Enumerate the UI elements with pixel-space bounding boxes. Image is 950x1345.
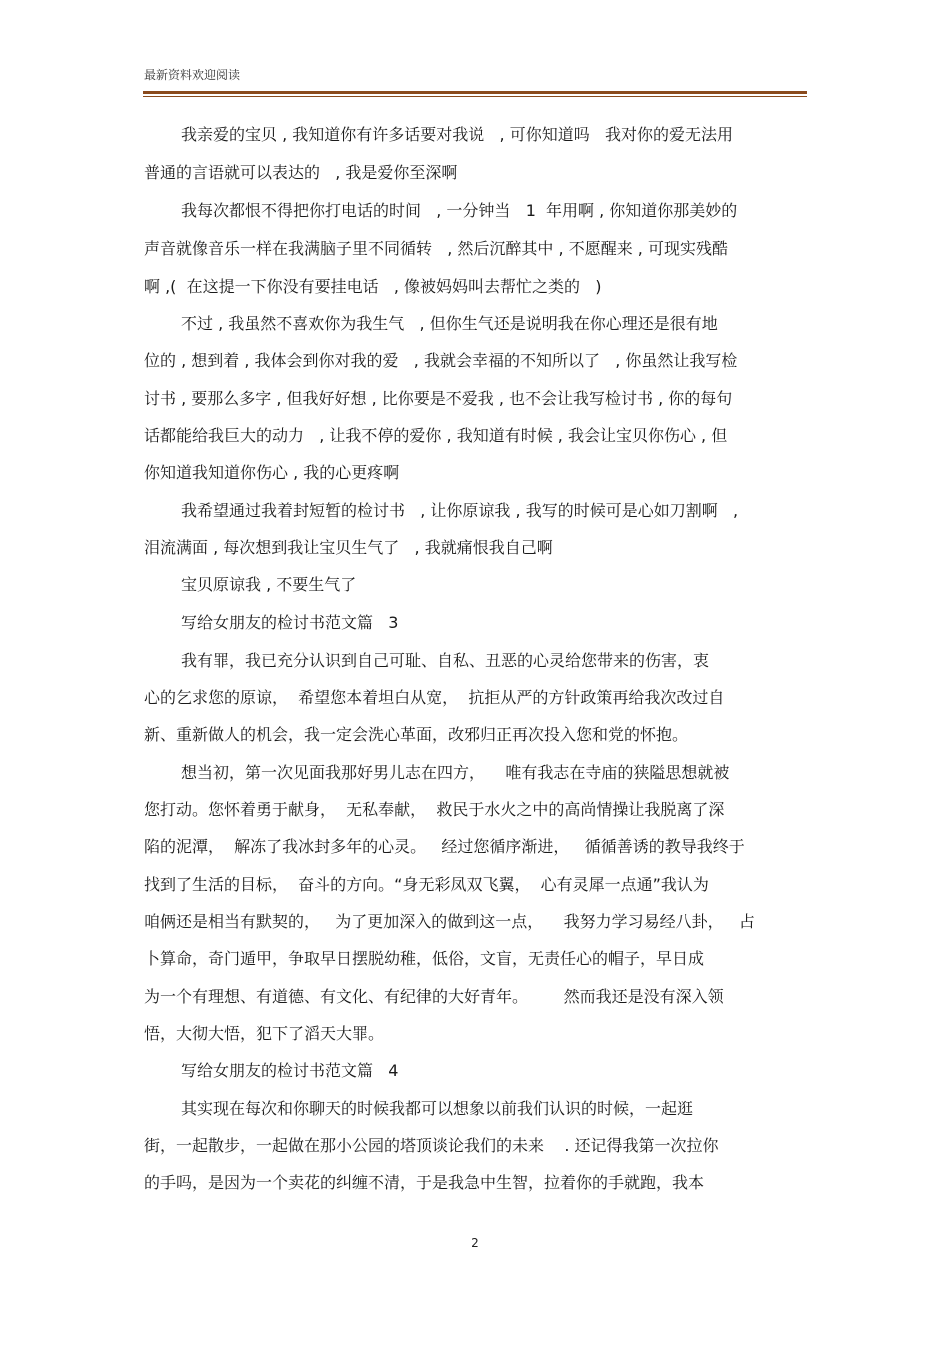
- text-line: 卜算命，奇门遁甲，争取早日摆脱幼稚，低俗，文盲，无责任心的帽子，早日成: [144, 949, 705, 968]
- text-line: 讨书 , 要那么多字 , 但我好好想 , 比你要是不爱我 , 也不会让我写检讨书 , 你的每句: [144, 389, 733, 408]
- text-line: 街，一起散步，一起做在那小公园的塔顶谈论我们的未来 . 还记得我第一次拉你: [144, 1136, 719, 1155]
- text-line: 你知道我知道你伤心 , 我的心更疼啊: [144, 463, 400, 482]
- text-line: 咱俩还是相当有默契的， 为了更加深入的做到这一点， 我努力学习易经八卦， 占: [144, 912, 755, 931]
- text-line: 啊 ,( 在这提一下你没有要挂电话 , 像被妈妈叫去帮忙之类的 ): [144, 277, 602, 296]
- text-line: 新、重新做人的机会，我一定会洗心革面，改邪归正再次投入您和党的怀抱。: [144, 725, 689, 744]
- text-line: 我亲爱的宝贝 , 我知道你有许多话要对我说 , 可你知道吗 我对你的爱无法用: [181, 125, 733, 144]
- text-line: 陷的泥潭， 解冻了我冰封多年的心灵。 经过您循序渐进， 循循善诱的教导我终于: [144, 837, 745, 856]
- text-line: 悟，大彻大悟，犯下了滔天大罪。: [144, 1024, 385, 1043]
- page-header: 最新资料欢迎阅读: [144, 68, 241, 82]
- text-line: 其实现在每次和你聊天的时候我都可以想象以前我们认识的时候，一起逛: [181, 1099, 694, 1118]
- header-rule-thin: [143, 96, 807, 97]
- text-line: 找到了生活的目标， 奋斗的方向。“身无彩凤双飞翼， 心有灵犀一点通”我认为: [144, 875, 709, 894]
- text-line: 我希望通过我着封短暂的检讨书 , 让你原谅我 , 我写的时候可是心如刀割啊 ,: [181, 501, 739, 520]
- text-line: 心的乞求您的原谅， 希望您本着坦白从宽， 抗拒从严的方针政策再给我次改过自: [144, 688, 725, 707]
- text-line: 我有罪，我已充分认识到自己可耻、自私、丑恶的心灵给您带来的伤害，衷: [181, 651, 710, 670]
- text-line: 普通的言语就可以表达的 , 我是爱你至深啊: [144, 163, 458, 182]
- text-line: 宝贝原谅我 , 不要生气了: [181, 575, 357, 594]
- text-line: 泪流满面 , 每次想到我让宝贝生气了 , 我就痛恨我自己啊: [144, 538, 553, 557]
- text-line: 我每次都恨不得把你打电话的时间 , 一分钟当 1 年用啊 , 你知道你那美妙的: [181, 201, 738, 220]
- page-number: 2: [471, 1236, 479, 1250]
- text-line: 的手吗，是因为一个卖花的纠缠不清，于是我急中生智，拉着你的手就跑，我本: [144, 1173, 705, 1192]
- text-line: 您打动。您怀着勇于献身， 无私奉献， 救民于水火之中的高尚情操让我脱离了深: [144, 800, 725, 819]
- text-line: 声音就像音乐一样在我满脑子里不同循转 , 然后沉醉其中 , 不愿醒来 , 可现实残酷: [144, 239, 728, 258]
- text-line: 位的 , 想到着 , 我体会到你对我的爱 , 我就会幸福的不知所以了 , 你虽然让我写检: [144, 351, 738, 370]
- header-rule-thick: [143, 91, 807, 94]
- text-line: 为一个有理想、有道德、有文化、有纪律的大好青年。 然而我还是没有深入领: [144, 987, 724, 1006]
- text-line: 想当初，第一次见面我那好男儿志在四方， 唯有我志在寺庙的狭隘思想就被: [181, 763, 730, 782]
- text-line: 话都能给我巨大的动力 , 让我不停的爱你 , 我知道有时候 , 我会让宝贝你伤心 , 但: [144, 426, 728, 445]
- section-heading: 写给女朋友的检讨书范文篇 4: [181, 1061, 399, 1080]
- text-line: 不过 , 我虽然不喜欢你为我生气 , 但你生气还是说明我在你心理还是很有地: [181, 314, 718, 333]
- section-heading: 写给女朋友的检讨书范文篇 3: [181, 613, 399, 632]
